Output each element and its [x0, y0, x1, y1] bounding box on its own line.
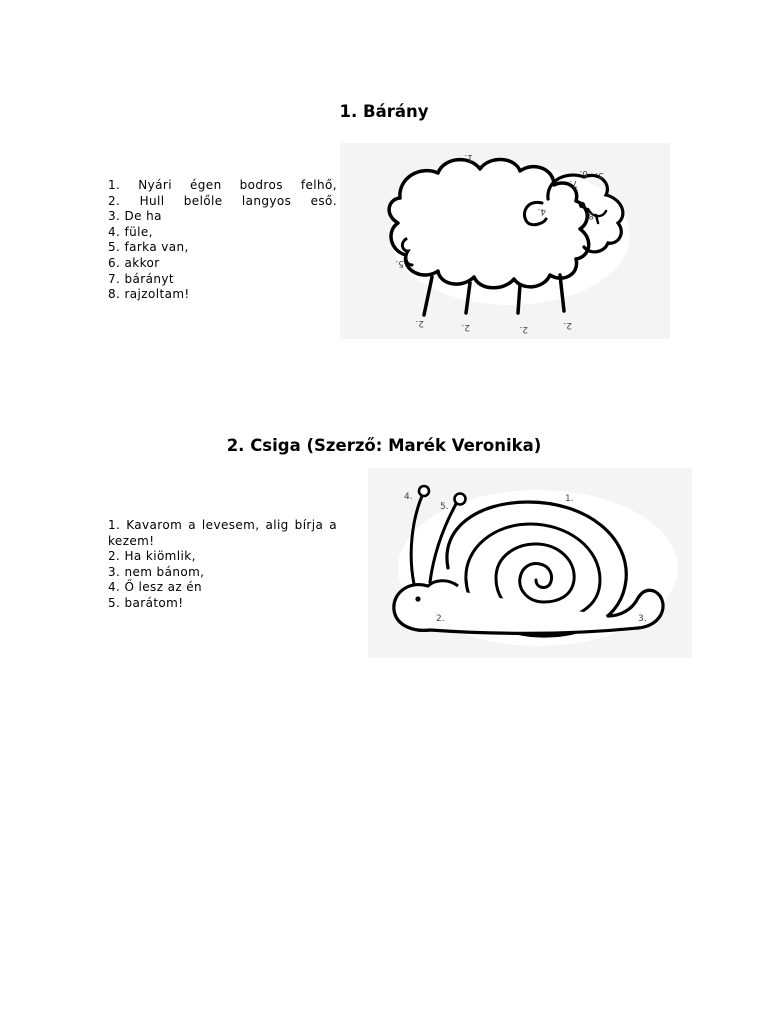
snail-eye — [415, 596, 420, 601]
snail-illustration — [368, 468, 692, 658]
sheep-leg — [518, 285, 520, 313]
snail-poem — [108, 518, 337, 612]
snail-drawing — [368, 468, 692, 658]
poem-line: 1. Nyári égen bodros felhő, — [108, 178, 337, 192]
poem-line: 6. akkor — [108, 255, 160, 270]
figure-label: 5. — [440, 502, 449, 512]
figure-label: 2. — [519, 324, 528, 334]
figure-label: 2. — [563, 320, 572, 330]
figure-label: 5. — [395, 258, 404, 268]
figure-label: 4. — [537, 206, 546, 216]
figure-label: 3. — [638, 614, 647, 624]
poem-line: 8. rajzoltam! — [108, 287, 190, 302]
figure-label: 2. — [436, 614, 445, 624]
poem-line: 2. Hull belőle langyos eső. — [108, 193, 337, 208]
poem-line: 4. füle, — [108, 224, 153, 239]
poem-line: 3. De ha — [108, 209, 162, 224]
figure-label: 1. — [464, 152, 473, 162]
poem-line: 3. nem bánom, — [108, 564, 205, 579]
sheep-drawing — [340, 143, 670, 339]
figure-label: 7. — [569, 178, 578, 188]
figure-label: 4. — [404, 492, 413, 502]
poem-line: 4. Ő lesz az én — [108, 580, 203, 595]
poem-line: 5. farka van, — [108, 240, 189, 255]
poem-line: 1. Kavarom a levesem, alig bírja a kezem! — [108, 518, 337, 548]
sheep-illustration — [340, 143, 670, 339]
sheep-poem — [108, 178, 337, 303]
figure-label: 2. — [415, 318, 424, 328]
section-title-snail: 2. Csiga (Szerző: Marék Veronika) — [226, 436, 542, 455]
figure-label: 3. — [595, 170, 604, 180]
poem-line: 7. bárányt — [108, 271, 174, 286]
figure-label: 8. — [585, 210, 594, 220]
figure-label: 2. — [461, 322, 470, 332]
section-title-sheep: 1. Bárány — [339, 102, 429, 121]
snail-antenna-tip — [455, 494, 466, 505]
poem-line: 5. barátom! — [108, 595, 184, 610]
sheep-eye — [579, 202, 585, 208]
poem-line: 2. Ha kiömlik, — [108, 549, 196, 564]
snail-antenna-tip — [419, 486, 429, 496]
figure-label: 6. — [579, 168, 588, 178]
figure-label: 1. — [565, 494, 574, 504]
